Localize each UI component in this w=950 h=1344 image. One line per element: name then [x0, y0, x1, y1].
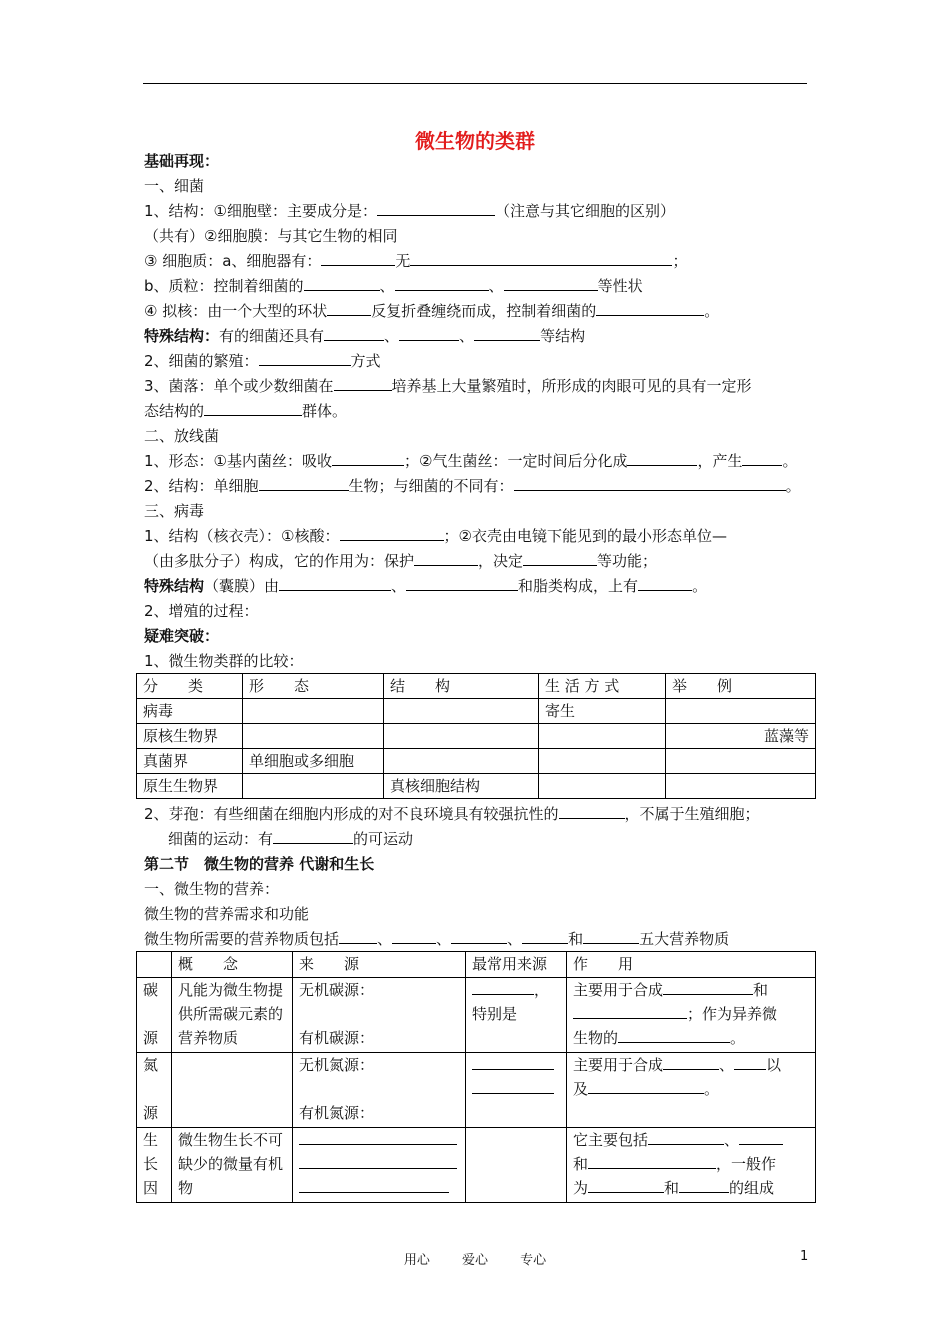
text-line: 一、细菌 [144, 177, 205, 195]
blank[interactable] [259, 350, 351, 366]
blank[interactable] [304, 275, 380, 291]
text-line: 1、微生物类群的比较： [144, 652, 304, 670]
table-row [137, 749, 816, 774]
table-cell [539, 774, 666, 799]
blank[interactable] [472, 1054, 554, 1070]
blank[interactable] [321, 250, 395, 266]
text-line: 微生物所需要的营养物质包括 、 、 、 和 五大营养物质 [144, 930, 730, 948]
table-cell: 无机氮源： 有机氮源： [293, 1053, 466, 1128]
blank[interactable] [299, 1153, 457, 1169]
blank[interactable] [273, 828, 353, 844]
footer-text: 专心 [520, 1253, 547, 1268]
table-cell: ， 特别是 [466, 978, 567, 1053]
blank[interactable] [327, 300, 371, 316]
table-cell [466, 1128, 567, 1203]
text-line: 1、形态：①基内菌丝：吸收 ；②气生菌丝：一定时间后分化成 ，产生 。 [144, 452, 798, 470]
blank[interactable] [583, 928, 639, 944]
page-number: 1 [800, 1249, 809, 1264]
blank[interactable] [339, 928, 377, 944]
text-line: 2、细菌的繁殖： 方式 [144, 352, 381, 370]
table-row-carbon [137, 978, 816, 1053]
table-header-cell [137, 952, 172, 978]
text-line: （由多肽分子）构成，它的作用为：保护 ，决定 等功能； [144, 552, 658, 570]
table-cell: 凡能为微生物提供所需碳元素的营养物质 [172, 978, 293, 1053]
table-cell [666, 774, 816, 799]
table-cell: 单细胞或多细胞 [243, 749, 384, 774]
table-cell: 主要用于合成 、 以 及 。 [567, 1053, 816, 1128]
text-line: ④ 拟核：由一个大型的环状 反复折叠缠绕而成，控制着细菌的 。 [144, 302, 720, 320]
table-row-growth [137, 1128, 816, 1203]
table-header-row [137, 674, 816, 699]
blank[interactable] [596, 300, 704, 316]
blank[interactable] [588, 1153, 716, 1169]
blank[interactable] [638, 575, 692, 591]
table-header-cell: 分 类 [137, 674, 243, 699]
text-line: 三、病毒 [144, 502, 205, 520]
row-label: 氮 源 [137, 1053, 172, 1128]
table-row [137, 724, 816, 749]
heading-difficult: 疑难突破： [144, 627, 220, 645]
table-cell [243, 699, 384, 724]
blank[interactable] [514, 475, 786, 491]
table-row [137, 774, 816, 799]
table-row-nitrogen [137, 1053, 816, 1128]
blank[interactable] [299, 1129, 457, 1145]
text-line: 2、芽孢：有些细菌在细胞内形成的对不良环境具有较强抗性的 ，不属于生殖细胞； [144, 805, 760, 823]
blank[interactable] [332, 450, 404, 466]
nutrition-table [136, 951, 816, 1203]
blank[interactable] [410, 250, 672, 266]
text-line: 一、微生物的营养： [144, 880, 280, 898]
blank[interactable] [742, 450, 782, 466]
blank[interactable] [324, 325, 384, 341]
blank[interactable] [377, 200, 495, 216]
table-header-cell: 结 构 [384, 674, 539, 699]
table-cell [384, 699, 539, 724]
table-cell: 真菌界 [137, 749, 243, 774]
table-cell [539, 724, 666, 749]
table-header-cell: 来 源 [293, 952, 466, 978]
blank[interactable] [739, 1129, 783, 1145]
table-header-cell: 生 活 方 式 [539, 674, 666, 699]
blank[interactable] [279, 575, 391, 591]
blank[interactable] [588, 1078, 704, 1094]
blank[interactable] [204, 400, 302, 416]
comparison-table [136, 673, 816, 799]
table-cell [384, 749, 539, 774]
heading-basic: 基础再现： [144, 152, 220, 170]
table-cell: 无机碳源： 有机碳源： [293, 978, 466, 1053]
section-heading: 第二节 微生物的营养 代谢和生长 [144, 855, 375, 873]
table-cell [293, 1128, 466, 1203]
blank[interactable] [734, 1054, 766, 1070]
header-rule [143, 83, 807, 84]
footer-text: 用心 [403, 1253, 430, 1268]
blank[interactable] [259, 475, 349, 491]
blank[interactable] [663, 1054, 719, 1070]
table-cell: 蓝藻等 [666, 724, 816, 749]
blank[interactable] [472, 979, 534, 995]
blank[interactable] [504, 275, 598, 291]
blank[interactable] [340, 525, 444, 541]
text-line: 2、结构：单细胞 生物；与细菌的不同有： 。 [144, 477, 801, 495]
table-cell: 微生物生长不可缺少的微量有机物 [172, 1128, 293, 1203]
blank[interactable] [648, 1129, 724, 1145]
blank[interactable] [334, 375, 392, 391]
table-cell [466, 1053, 567, 1128]
table-cell: 原核生物界 [137, 724, 243, 749]
row-label: 生 长 因 [137, 1128, 172, 1203]
text-line: 二、放线菌 [144, 427, 220, 445]
table-header-cell: 形 态 [243, 674, 384, 699]
text-line: 3、菌落：单个或少数细菌在 培养基上大量繁殖时，所形成的肉眼可见的具有一定形 [144, 377, 752, 395]
blank[interactable] [522, 928, 568, 944]
text-line: 1、结构（核衣壳）：①核酸： ；②衣壳由电镜下能见到的最小形态单位— [144, 527, 727, 545]
blank[interactable] [399, 325, 459, 341]
blank[interactable] [414, 550, 478, 566]
table-cell [243, 724, 384, 749]
text-line: b、质粒：控制着细菌的 、 、 等性状 [144, 277, 643, 295]
row-label: 碳 源 [137, 978, 172, 1053]
blank[interactable] [679, 1177, 729, 1193]
table-header-cell: 概 念 [172, 952, 293, 978]
blank[interactable] [618, 1027, 730, 1043]
table-cell: 主要用于合成 和 ；作为异养微 生物的 。 [567, 978, 816, 1053]
text-line: ③ 细胞质：a、细胞器有： 无 ； [144, 252, 688, 270]
table-cell [539, 749, 666, 774]
blank[interactable] [406, 575, 518, 591]
table-cell [243, 774, 384, 799]
table-cell: 真核细胞结构 [384, 774, 539, 799]
table-cell [384, 724, 539, 749]
text-line: 2、增殖的过程： [144, 602, 259, 620]
text-line: 态结构的 群体。 [144, 402, 348, 420]
page-title: 微生物的类群 [415, 129, 535, 153]
blank[interactable] [299, 1177, 449, 1193]
blank[interactable] [663, 979, 753, 995]
blank[interactable] [523, 550, 597, 566]
footer-text: 爱心 [461, 1253, 488, 1268]
table-cell [172, 1053, 293, 1128]
blank[interactable] [395, 275, 489, 291]
table-cell [666, 699, 816, 724]
text-line: 微生物的营养需求和功能 [144, 905, 310, 923]
blank[interactable] [472, 1078, 554, 1094]
blank[interactable] [573, 1003, 687, 1019]
table-cell [666, 749, 816, 774]
text-line: 特殊结构：有的细菌还具有 、 、 等结构 [144, 327, 586, 345]
table-cell: 病毒 [137, 699, 243, 724]
blank[interactable] [588, 1177, 664, 1193]
table-row [137, 699, 816, 724]
table-header-cell: 作 用 [567, 952, 816, 978]
text-line: 特殊结构（囊膜）由 、 和脂类构成，上有 。 [144, 577, 708, 595]
blank[interactable] [451, 928, 507, 944]
table-cell: 原生生物界 [137, 774, 243, 799]
table-cell: 寄生 [539, 699, 666, 724]
text-line: （共有）②细胞膜：与其它生物的相同 [144, 227, 398, 245]
text-line: 1、结构：①细胞壁：主要成分是： （注意与其它细胞的区别） [144, 202, 676, 220]
table-header-cell: 举 例 [666, 674, 816, 699]
table-cell: 它主要包括 、 和 ，一般作 为 和 的组成 [567, 1128, 816, 1203]
blank[interactable] [392, 928, 436, 944]
blank[interactable] [559, 803, 625, 819]
table-header-cell: 最常用来源 [466, 952, 567, 978]
table-header-row [137, 952, 816, 978]
blank[interactable] [627, 450, 697, 466]
text-line: 细菌的运动：有 的可运动 [168, 830, 414, 848]
blank[interactable] [474, 325, 540, 341]
